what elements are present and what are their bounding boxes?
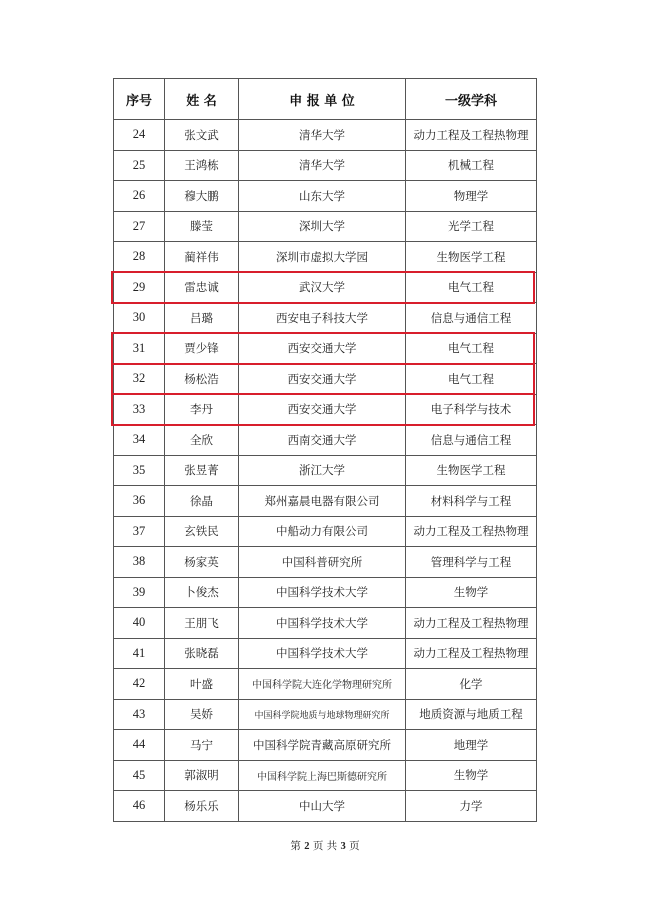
row-name: 徐晶: [165, 486, 239, 517]
row-discipline: 生物医学工程: [406, 455, 537, 486]
table-row: [114, 608, 537, 639]
header-unit: 申 报 单 位: [239, 79, 406, 120]
row-name: 卜俊杰: [165, 577, 239, 608]
footer-total-pages: 3: [340, 841, 346, 852]
row-discipline: 机械工程: [406, 150, 537, 181]
row-name: 吕璐: [165, 303, 239, 334]
row-discipline: 生物学: [406, 577, 537, 608]
row-name: 叶盛: [165, 669, 239, 700]
table-row: [114, 699, 537, 730]
row-index: 28: [114, 242, 165, 273]
table-row: [114, 791, 537, 822]
table-header-row: [114, 79, 537, 120]
row-discipline: 生物学: [406, 760, 537, 791]
footer-page-number: 2: [304, 841, 310, 852]
table-row: [114, 211, 537, 242]
row-name: 王鸿栋: [165, 150, 239, 181]
row-unit: 中国科学技术大学: [239, 577, 406, 608]
table-row: [114, 333, 537, 364]
row-index: 33: [114, 394, 165, 425]
table-row: [114, 486, 537, 517]
row-index: 40: [114, 608, 165, 639]
row-unit: 中船动力有限公司: [239, 516, 406, 547]
award-list-table: [113, 78, 537, 822]
row-name: 马宁: [165, 730, 239, 761]
table-row: [114, 150, 537, 181]
header-index: 序号: [114, 79, 165, 120]
footer-prefix: 第: [290, 840, 301, 852]
row-index: 29: [114, 272, 165, 303]
row-index: 46: [114, 791, 165, 822]
row-unit: 清华大学: [239, 150, 406, 181]
row-index: 38: [114, 547, 165, 578]
row-name: 李丹: [165, 394, 239, 425]
row-index: 45: [114, 760, 165, 791]
row-index: 34: [114, 425, 165, 456]
table-row: [114, 364, 537, 395]
row-name: 杨乐乐: [165, 791, 239, 822]
row-discipline: 电子科学与技术: [406, 394, 537, 425]
row-name: 穆大鹏: [165, 181, 239, 212]
row-index: 27: [114, 211, 165, 242]
row-discipline: 动力工程及工程热物理: [406, 638, 537, 669]
row-discipline: 材料科学与工程: [406, 486, 537, 517]
row-discipline: 力学: [406, 791, 537, 822]
footer-suffix: 页: [349, 840, 360, 852]
row-unit: 中国科学院大连化学物理研究所: [239, 669, 406, 700]
row-index: 24: [114, 120, 165, 151]
table-row: [114, 516, 537, 547]
row-discipline: 物理学: [406, 181, 537, 212]
header-name: 姓 名: [165, 79, 239, 120]
row-unit: 武汉大学: [239, 272, 406, 303]
row-name: 张文武: [165, 120, 239, 151]
table-row: [114, 638, 537, 669]
table-body: [114, 120, 537, 822]
row-discipline: 电气工程: [406, 364, 537, 395]
row-discipline: 生物医学工程: [406, 242, 537, 273]
table-row: [114, 181, 537, 212]
table-row: [114, 577, 537, 608]
table-row: [114, 547, 537, 578]
row-unit: 中国科学技术大学: [239, 638, 406, 669]
table-row: [114, 272, 537, 303]
row-unit: 浙江大学: [239, 455, 406, 486]
row-unit: 深圳大学: [239, 211, 406, 242]
row-discipline: 动力工程及工程热物理: [406, 120, 537, 151]
table-row: [114, 303, 537, 334]
row-name: 玄铁民: [165, 516, 239, 547]
row-name: 全欣: [165, 425, 239, 456]
row-name: 杨家英: [165, 547, 239, 578]
row-discipline: 地质资源与地质工程: [406, 699, 537, 730]
row-index: 25: [114, 150, 165, 181]
row-unit: 中国科普研究所: [239, 547, 406, 578]
row-index: 44: [114, 730, 165, 761]
row-index: 26: [114, 181, 165, 212]
row-unit: 中国科学院地质与地球物理研究所: [239, 699, 406, 730]
row-name: 吴娇: [165, 699, 239, 730]
table-row: [114, 394, 537, 425]
row-discipline: 地理学: [406, 730, 537, 761]
row-index: 30: [114, 303, 165, 334]
row-unit: 山东大学: [239, 181, 406, 212]
row-unit: 西安交通大学: [239, 333, 406, 364]
table-row: [114, 120, 537, 151]
row-unit: 中山大学: [239, 791, 406, 822]
row-unit: 郑州嘉晨电器有限公司: [239, 486, 406, 517]
table-row: [114, 455, 537, 486]
row-unit: 清华大学: [239, 120, 406, 151]
row-unit: 西安交通大学: [239, 364, 406, 395]
row-index: 39: [114, 577, 165, 608]
table-row: [114, 760, 537, 791]
footer-middle: 页 共: [312, 840, 338, 852]
row-name: 王朋飞: [165, 608, 239, 639]
row-unit: 西安交通大学: [239, 394, 406, 425]
row-name: 杨松浩: [165, 364, 239, 395]
row-name: 张晓磊: [165, 638, 239, 669]
page-footer: [0, 838, 650, 853]
row-discipline: 化学: [406, 669, 537, 700]
row-unit: 中国科学院上海巴斯德研究所: [239, 760, 406, 791]
row-discipline: 信息与通信工程: [406, 425, 537, 456]
table-row: [114, 242, 537, 273]
row-index: 36: [114, 486, 165, 517]
row-index: 43: [114, 699, 165, 730]
row-name: 蔺祥伟: [165, 242, 239, 273]
table-row: [114, 669, 537, 700]
row-index: 35: [114, 455, 165, 486]
table-row: [114, 425, 537, 456]
row-name: 雷忠诚: [165, 272, 239, 303]
row-discipline: 电气工程: [406, 333, 537, 364]
row-index: 41: [114, 638, 165, 669]
row-discipline: 信息与通信工程: [406, 303, 537, 334]
row-index: 31: [114, 333, 165, 364]
row-unit: 西安电子科技大学: [239, 303, 406, 334]
row-discipline: 动力工程及工程热物理: [406, 608, 537, 639]
row-name: 贾少锋: [165, 333, 239, 364]
row-index: 42: [114, 669, 165, 700]
award-list-table-container: [113, 78, 537, 822]
row-discipline: 电气工程: [406, 272, 537, 303]
row-unit: 中国科学院青藏高原研究所: [239, 730, 406, 761]
row-name: 张昱菁: [165, 455, 239, 486]
row-index: 32: [114, 364, 165, 395]
row-unit: 深圳市虚拟大学园: [239, 242, 406, 273]
row-discipline: 管理科学与工程: [406, 547, 537, 578]
table-row: [114, 730, 537, 761]
row-index: 37: [114, 516, 165, 547]
header-discipline: 一级学科: [406, 79, 537, 120]
row-discipline: 动力工程及工程热物理: [406, 516, 537, 547]
row-name: 郭淑明: [165, 760, 239, 791]
row-discipline: 光学工程: [406, 211, 537, 242]
row-unit: 西南交通大学: [239, 425, 406, 456]
row-unit: 中国科学技术大学: [239, 608, 406, 639]
row-name: 滕莹: [165, 211, 239, 242]
